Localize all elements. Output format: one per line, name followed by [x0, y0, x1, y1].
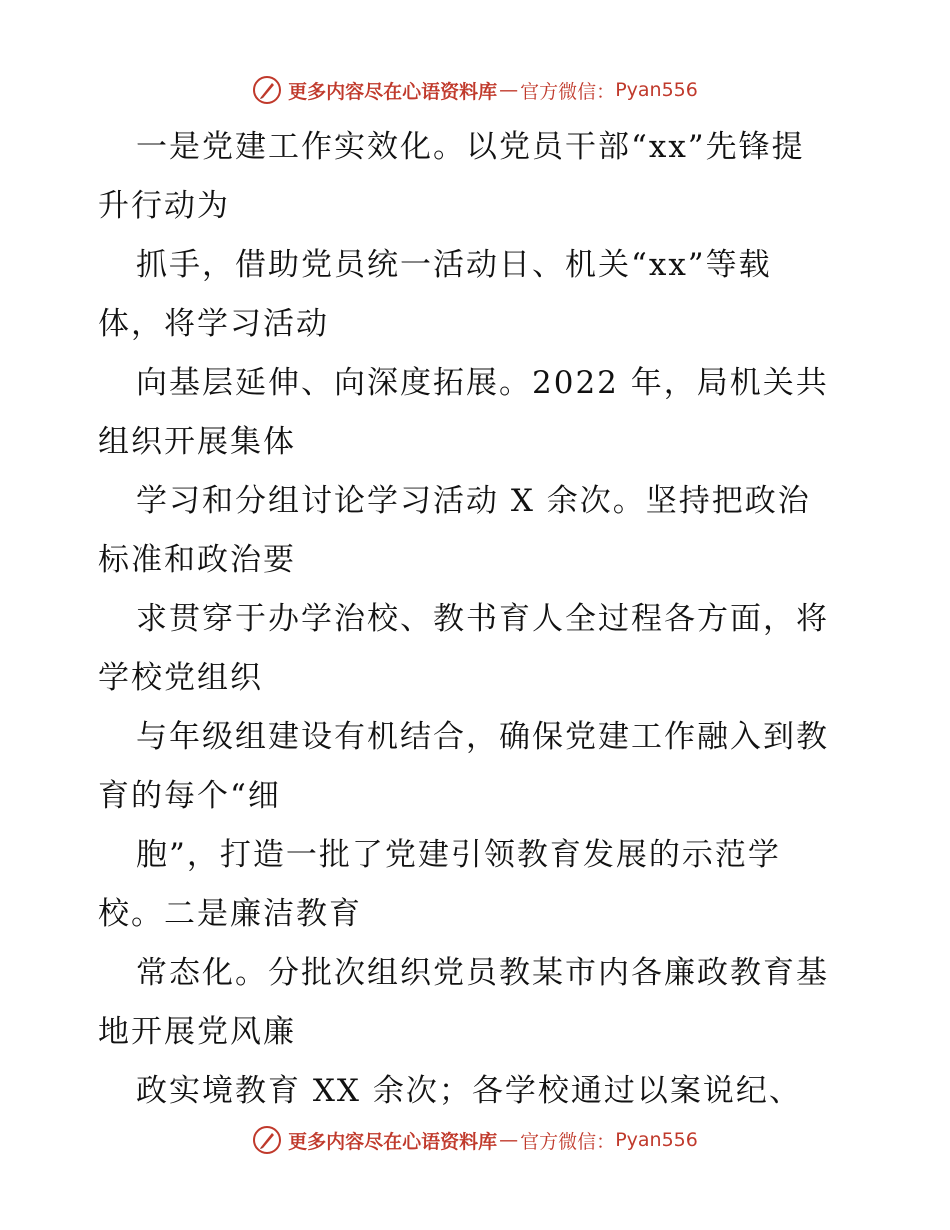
body-line: 体，将学习活动 — [98, 306, 329, 342]
watermark-id: Pyan556 — [615, 79, 698, 101]
body-line: 学习和分组讨论学习活动 X 余次。坚持把政治 — [136, 483, 811, 519]
body-line: 抓手，借助党员统一活动日、机关“xx”等载 — [136, 247, 772, 283]
body-line: 常态化。分批次组织党员教某市内各廉政教育基 — [136, 955, 829, 991]
document-body — [98, 118, 858, 1121]
body-line: 升行动为 — [98, 188, 230, 224]
watermark-label: 官方微信： — [520, 1130, 616, 1153]
quill-pen-logo-icon — [252, 1125, 282, 1155]
body-line: 与年级组建设有机结合，确保党建工作融入到教 — [136, 719, 829, 755]
body-line: 向基层延伸、向深度拓展。2022 年，局机关共 — [136, 365, 829, 401]
footer-watermark — [0, 1120, 950, 1160]
header-watermark — [0, 70, 950, 110]
body-line: 组织开展集体 — [98, 424, 296, 460]
body-line: 地开展党风廉 — [98, 1014, 296, 1050]
body-line: 校。二是廉洁教育 — [98, 896, 362, 932]
body-line: 求贯穿于办学治校、教书育人全过程各方面，将 — [136, 601, 829, 637]
watermark-label: 官方微信： — [520, 80, 616, 103]
watermark-separator: — — [499, 79, 519, 101]
watermark-separator: — — [499, 1129, 519, 1151]
body-line: 育的每个“细 — [98, 778, 281, 814]
body-line: 一是党建工作实效化。以党员干部“xx”先锋提 — [136, 129, 805, 165]
body-line: 标准和政治要 — [98, 542, 296, 578]
watermark-brand: 更多内容尽在心语资料库 — [288, 1130, 498, 1153]
body-line: 胞”，打造一批了党建引领教育发展的示范学 — [136, 837, 781, 873]
watermark-brand: 更多内容尽在心语资料库 — [288, 80, 498, 103]
body-line: 政实境教育 XX 余次；各学校通过以案说纪、 — [136, 1073, 802, 1109]
watermark-id: Pyan556 — [615, 1129, 698, 1151]
quill-pen-logo-icon — [252, 75, 282, 105]
body-line: 学校党组织 — [98, 660, 263, 696]
